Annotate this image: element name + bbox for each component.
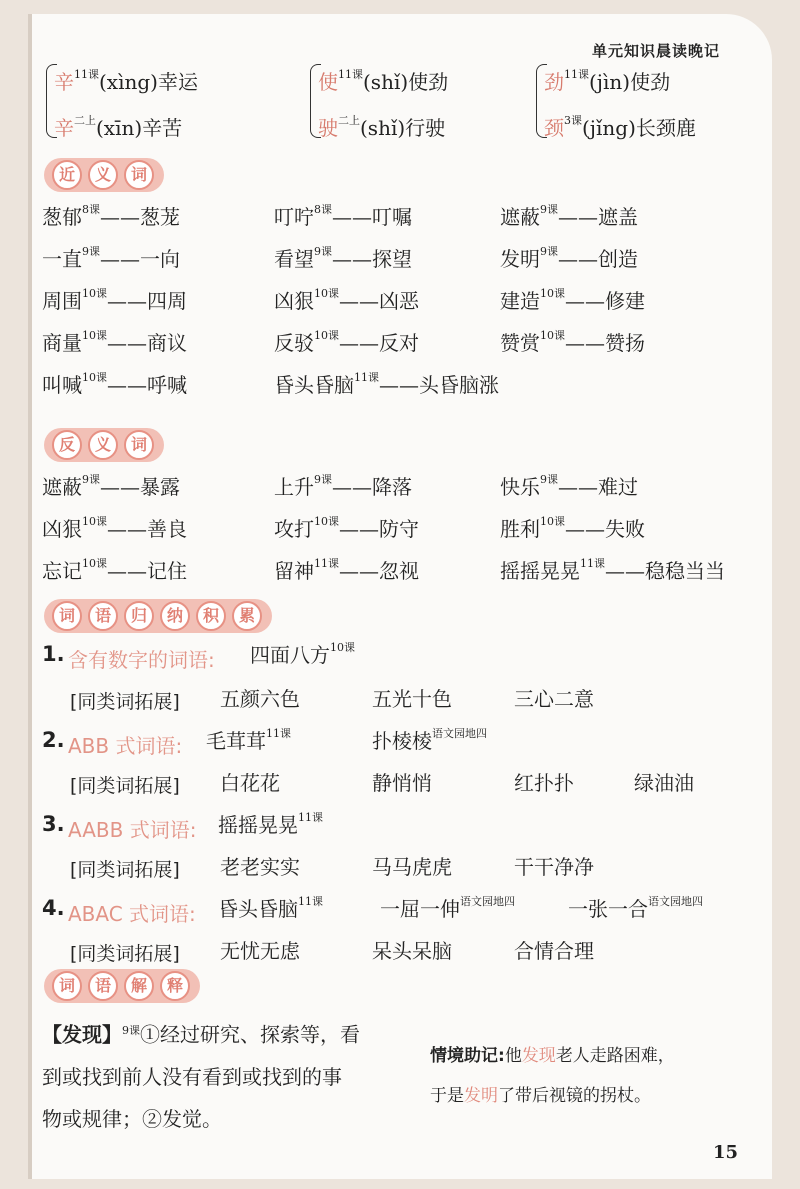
word-pair — [42, 475, 180, 499]
category-label: 含有数字的词语: — [68, 648, 215, 672]
definition — [42, 1010, 412, 1140]
tag-char: 词 — [52, 971, 82, 1001]
lesson-ref: 10课 — [82, 329, 107, 342]
section-tag-synonyms — [44, 158, 164, 192]
ext-word: 老老实实 — [220, 855, 300, 879]
word: 昏头昏脑 — [274, 373, 354, 397]
lesson-ref: 10课 — [540, 515, 565, 528]
section-tag-antonyms — [44, 428, 164, 462]
lesson-ref: 10课 — [314, 329, 339, 342]
ext-word: 五颜六色 — [220, 687, 300, 711]
word-pair — [274, 559, 419, 583]
dash: —— — [558, 247, 598, 271]
word: 遮蔽 — [42, 475, 82, 499]
word-pair — [42, 289, 187, 313]
word: 凶狠 — [42, 517, 82, 541]
tag-char: 反 — [52, 430, 82, 460]
word-pair — [274, 517, 419, 541]
example-word: 扑棱棱$^{语文园地四}$ — [372, 727, 487, 753]
word-pair — [274, 331, 419, 355]
example-word: 昏头昏脑$^{11课}$ — [218, 895, 323, 921]
word-pair — [42, 247, 180, 271]
tag-char: 积 — [196, 601, 226, 631]
paired-word: 记住 — [147, 559, 187, 583]
word-pair — [500, 289, 645, 313]
example-word: 摇摇晃晃$^{11课}$ — [218, 811, 323, 837]
dash: —— — [339, 289, 379, 313]
word: 葱郁 — [42, 205, 82, 229]
word: 摇摇晃晃 — [500, 559, 580, 583]
dash: —— — [379, 373, 419, 397]
tag-char: 义 — [88, 430, 118, 460]
paired-word: 忽视 — [379, 559, 419, 583]
tag-char: 归 — [124, 601, 154, 631]
dash: —— — [100, 247, 140, 271]
dash: —— — [332, 247, 372, 271]
paired-word: 探望 — [372, 247, 412, 271]
ext-label: [同类词拓展] — [70, 691, 180, 713]
word: 凶狠 — [274, 289, 314, 313]
pinyin-row: 辛$^{二上}$(xīn)辛苦 — [54, 114, 183, 140]
lesson-ref: 9课 — [540, 473, 558, 486]
lesson-ref: 10课 — [314, 287, 339, 300]
tag-char: 词 — [124, 430, 154, 460]
ext-word: 红扑扑 — [514, 771, 574, 795]
lesson-ref: 9课 — [82, 473, 100, 486]
mnemonic-label: 情境助记: — [430, 1046, 505, 1066]
example-word: 四面八方$^{10课}$ — [250, 641, 355, 667]
word-pair — [274, 373, 499, 397]
word-pair — [42, 205, 180, 229]
paired-word: 商议 — [147, 331, 187, 355]
ext-word: 呆头呆脑 — [372, 939, 452, 963]
word: 上升 — [274, 475, 314, 499]
pinyin-row: 劲$^{11课}$(jìn)使劲 — [544, 68, 671, 94]
word-pair — [42, 517, 187, 541]
paired-word: 一向 — [140, 247, 180, 271]
dash: —— — [100, 475, 140, 499]
tag-char: 义 — [88, 160, 118, 190]
item-number: 2. — [42, 728, 65, 752]
ext-word: 五光十色 — [372, 687, 452, 711]
word-pair — [42, 373, 187, 397]
word: 周围 — [42, 289, 82, 313]
lesson-ref: 10课 — [314, 515, 339, 528]
dash: —— — [339, 559, 379, 583]
tag-char: 解 — [124, 971, 154, 1001]
item-number: 1. — [42, 642, 65, 666]
paired-word: 善良 — [147, 517, 187, 541]
word-pair — [500, 475, 638, 499]
word: 胜利 — [500, 517, 540, 541]
paired-word: 防守 — [379, 517, 419, 541]
dash: —— — [107, 331, 147, 355]
category-label: AABB 式词语: — [68, 818, 197, 842]
page-number: 15 — [712, 1142, 738, 1163]
header-title: 单元知识晨读晚记 — [591, 42, 720, 60]
definition-line-3: 物或规律；②发觉。 — [42, 1106, 222, 1131]
lesson-ref: 8课 — [314, 203, 332, 216]
tag-char: 词 — [124, 160, 154, 190]
paired-word: 头昏脑涨 — [419, 373, 499, 397]
paired-word: 葱茏 — [140, 205, 180, 229]
word: 叫喊 — [42, 373, 82, 397]
dash: —— — [107, 289, 147, 313]
definition-line-2: 到或找到前人没有看到或找到的事 — [42, 1064, 342, 1089]
example-word: 一张一合$^{语文园地四}$ — [568, 895, 703, 921]
word: 赞赏 — [500, 331, 540, 355]
category-label: ABB 式词语: — [68, 734, 183, 758]
word: 快乐 — [500, 475, 540, 499]
ext-word: 绿油油 — [634, 771, 694, 795]
lesson-ref: 9课 — [540, 245, 558, 258]
dash: —— — [332, 475, 372, 499]
definition-line-1: 【发现】$^{9课}$①经过研究、探索等，看 — [42, 1022, 360, 1047]
paired-word: 创造 — [598, 247, 638, 271]
paired-word: 降落 — [372, 475, 412, 499]
dash: —— — [558, 475, 598, 499]
dash: —— — [339, 517, 379, 541]
word-pair — [500, 517, 645, 541]
item-number: 3. — [42, 812, 65, 836]
paired-word: 失败 — [605, 517, 645, 541]
word: 留神 — [274, 559, 314, 583]
lesson-ref: 11课 — [580, 557, 605, 570]
tag-char: 纳 — [160, 601, 190, 631]
lesson-ref: 9课 — [314, 473, 332, 486]
word: 发明 — [500, 247, 540, 271]
lesson-ref: 10课 — [82, 515, 107, 528]
paired-word: 四周 — [147, 289, 187, 313]
word: 攻打 — [274, 517, 314, 541]
word-pair — [500, 331, 645, 355]
lesson-ref: 10课 — [540, 287, 565, 300]
dash: —— — [565, 331, 605, 355]
tag-char: 释 — [160, 971, 190, 1001]
lesson-ref: 10课 — [540, 329, 565, 342]
paired-word: 叮嘱 — [372, 205, 412, 229]
dash: —— — [107, 559, 147, 583]
word: 看望 — [274, 247, 314, 271]
tag-char: 累 — [232, 601, 262, 631]
ext-word: 马马虎虎 — [372, 855, 452, 879]
page — [28, 14, 772, 1179]
word: 反驳 — [274, 331, 314, 355]
paired-word: 反对 — [379, 331, 419, 355]
lesson-ref: 9课 — [314, 245, 332, 258]
word-pair — [500, 205, 638, 229]
pinyin-row: 使$^{11课}$(shǐ)使劲 — [318, 68, 449, 94]
section-tag-accumulation — [44, 599, 272, 633]
ext-label: [同类词拓展] — [70, 943, 180, 965]
dash: —— — [332, 205, 372, 229]
item-number: 4. — [42, 896, 65, 920]
lesson-ref: 10课 — [82, 557, 107, 570]
word-pair — [42, 331, 187, 355]
tag-char: 语 — [88, 601, 118, 631]
word: 遮蔽 — [500, 205, 540, 229]
lesson-ref: 8课 — [82, 203, 100, 216]
lesson-ref: 10课 — [82, 287, 107, 300]
lesson-ref: 11课 — [354, 371, 379, 384]
lesson-ref: 9课 — [82, 245, 100, 258]
lesson-ref: 11课 — [314, 557, 339, 570]
dash: —— — [100, 205, 140, 229]
dash: —— — [339, 331, 379, 355]
paired-word: 凶恶 — [379, 289, 419, 313]
example-word: 毛茸茸$^{11课}$ — [206, 727, 291, 753]
tag-char: 近 — [52, 160, 82, 190]
ext-label: [同类词拓展] — [70, 859, 180, 881]
dash: —— — [565, 289, 605, 313]
paired-word: 难过 — [598, 475, 638, 499]
word-pair — [42, 559, 187, 583]
tag-char: 语 — [88, 971, 118, 1001]
tag-char: 词 — [52, 601, 82, 631]
paired-word: 赞扬 — [605, 331, 645, 355]
dash: —— — [565, 517, 605, 541]
word-pair — [274, 475, 412, 499]
example-word: 一屈一伸$^{语文园地四}$ — [380, 895, 515, 921]
lesson-ref: 10课 — [82, 371, 107, 384]
category-label: ABAC 式词语: — [68, 902, 196, 926]
word-pair — [274, 247, 412, 271]
dash: —— — [107, 373, 147, 397]
page-spine — [28, 14, 32, 1179]
pinyin-row: 驶$^{二上}$(shǐ)行驶 — [318, 114, 446, 140]
paired-word: 稳稳当当 — [645, 559, 725, 583]
ext-word: 白花花 — [220, 771, 280, 795]
word: 忘记 — [42, 559, 82, 583]
ext-label: [同类词拓展] — [70, 775, 180, 797]
paired-word: 暴露 — [140, 475, 180, 499]
paired-word: 遮盖 — [598, 205, 638, 229]
dash: —— — [558, 205, 598, 229]
word-pair — [274, 205, 412, 229]
ext-word: 无忧无虑 — [220, 939, 300, 963]
word-pair — [500, 247, 638, 271]
dash: —— — [605, 559, 645, 583]
word: 商量 — [42, 331, 82, 355]
word-pair — [500, 559, 725, 583]
paired-word: 呼喊 — [147, 373, 187, 397]
pinyin-row: 辛$^{11课}$(xìng)幸运 — [54, 68, 198, 94]
ext-word: 干干净净 — [514, 855, 594, 879]
word: 叮咛 — [274, 205, 314, 229]
section-tag-explanation — [44, 969, 200, 1003]
ext-word: 三心二意 — [514, 687, 594, 711]
word-pair — [274, 289, 419, 313]
ext-word: 合情合理 — [514, 939, 594, 963]
mnemonic: 情境助记:他发现老人走路困难， 于是发明了带后视镜的拐杖。 — [430, 1046, 675, 1106]
paired-word: 修建 — [605, 289, 645, 313]
pinyin-row: 颈$^{3课}$(jǐng)长颈鹿 — [544, 114, 696, 140]
word: 一直 — [42, 247, 82, 271]
ext-word: 静悄悄 — [372, 771, 432, 795]
word: 建造 — [500, 289, 540, 313]
dash: —— — [107, 517, 147, 541]
lesson-ref: 9课 — [540, 203, 558, 216]
